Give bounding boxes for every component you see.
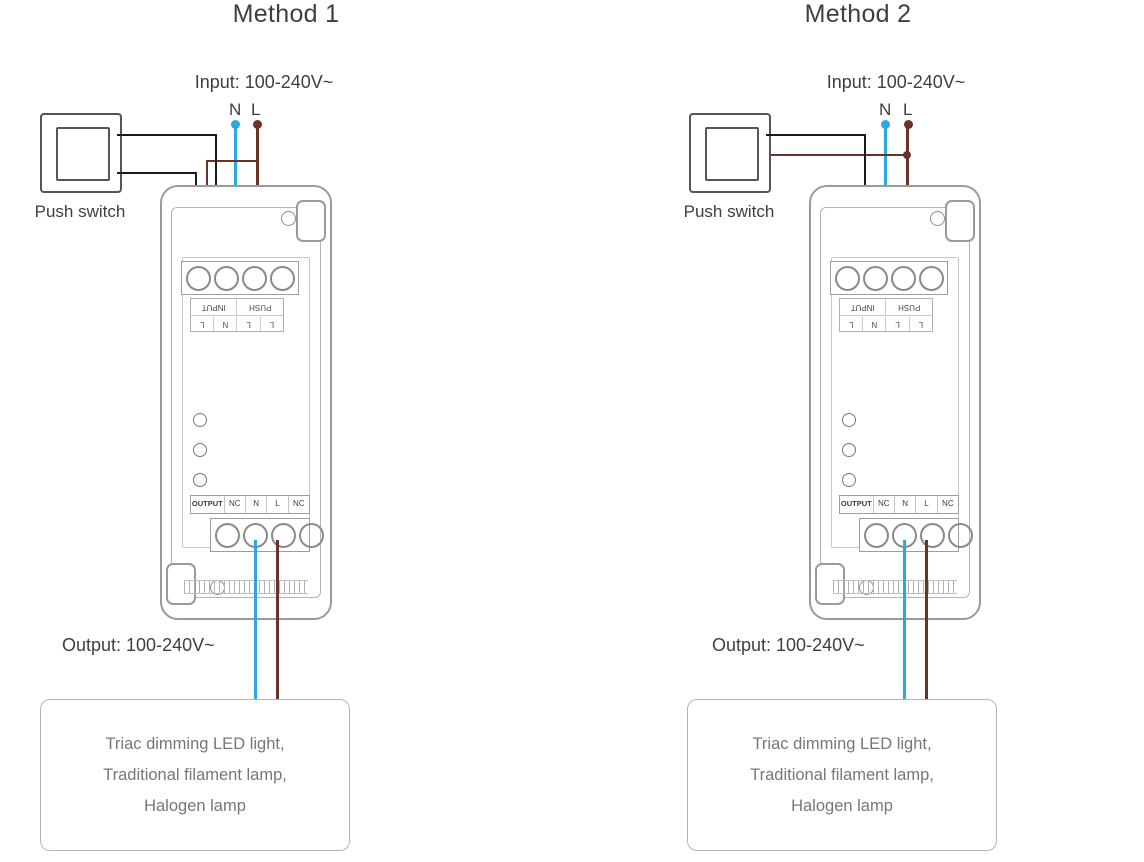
- led-indicator: [193, 473, 207, 487]
- method-2-output-terminal-holes: [864, 523, 973, 548]
- method-2-live-branch-wire: [766, 154, 908, 156]
- method-1-input-terminal-holes: [186, 266, 295, 291]
- method-1-push-switch[interactable]: [40, 113, 122, 193]
- method-1-input-group-labels: [191, 299, 283, 316]
- pin-label-nc: NC: [225, 496, 246, 513]
- method-2-switch-wire-top: [766, 134, 866, 136]
- load-line-3: Halogen lamp: [791, 796, 893, 815]
- method-2-load-box: [687, 699, 997, 851]
- method-2-device-mount-ear-top: [945, 200, 975, 242]
- method-1-output-label-strip: [190, 495, 310, 514]
- method-2-device-bottom-hatch: [833, 580, 957, 594]
- load-line-1: Triac dimming LED light,: [105, 734, 285, 753]
- pin-label-n: N: [246, 496, 267, 513]
- group-label-input: INPUT: [201, 303, 226, 312]
- pin-label: L: [237, 317, 260, 331]
- method-2-neutral-label: N: [879, 100, 892, 119]
- terminal-hole: [920, 523, 945, 548]
- pin-label-nc2: NC: [293, 499, 305, 508]
- method-1-live-branch-wire: [206, 160, 259, 162]
- method-1-output-terminal-block: [210, 518, 310, 552]
- pin-label-l: L: [267, 496, 288, 513]
- method-2-input-pin-labels: [840, 317, 932, 331]
- method-2-device-screw-top: [930, 211, 945, 226]
- method-2-title: Method 2: [804, 0, 912, 28]
- method-1-push-switch-button[interactable]: [56, 127, 110, 181]
- method-2-input-terminal-block: [830, 261, 948, 295]
- method-1-input-terminal-block: [181, 261, 299, 295]
- terminal-hole: [214, 266, 239, 291]
- terminal-hole: [186, 266, 211, 291]
- method-2-input-label-strip: [839, 298, 933, 332]
- terminal-hole: [242, 266, 267, 291]
- method-1-led-indicators: [193, 413, 207, 503]
- terminal-hole: [835, 266, 860, 291]
- terminal-hole: [270, 266, 295, 291]
- pin-label-l: L: [916, 496, 937, 513]
- method-1-device-screw-top: [281, 211, 296, 226]
- load-line-2: Traditional filament lamp,: [103, 765, 287, 784]
- method-2-device: [809, 185, 981, 620]
- method-1-switch-wire-top: [117, 134, 217, 136]
- method-2-push-switch-button[interactable]: [705, 127, 759, 181]
- led-indicator: [842, 473, 856, 487]
- terminal-hole: [863, 266, 888, 291]
- method-1-input-pin-labels: [191, 317, 283, 331]
- method-1-title: Method 1: [232, 0, 340, 28]
- method-2-output-neutral-wire: [903, 540, 906, 700]
- pin-label: L: [909, 317, 932, 331]
- pin-label: N: [213, 317, 236, 331]
- method-1-output-neutral-wire: [254, 540, 257, 700]
- method-2-live-label: L: [903, 100, 913, 119]
- method-2-output-live-wire: [925, 540, 928, 700]
- terminal-hole: [864, 523, 889, 548]
- pin-label: L: [886, 317, 909, 331]
- terminal-hole: [271, 523, 296, 548]
- output-title: OUTPUT: [840, 496, 874, 513]
- terminal-hole: [919, 266, 944, 291]
- method-1-device-mount-ear-top: [296, 200, 326, 242]
- method-2-input-group-labels: [840, 299, 932, 316]
- method-2-push-switch[interactable]: [689, 113, 771, 193]
- method-1-output-live-wire: [276, 540, 279, 700]
- pin-label: N: [862, 317, 885, 331]
- pin-label: L: [199, 320, 205, 329]
- method-2-push-switch-label: Push switch: [683, 202, 775, 221]
- terminal-hole: [948, 523, 973, 548]
- led-indicator: [193, 413, 207, 427]
- load-line-3: Halogen lamp: [144, 796, 246, 815]
- method-2-input-label: Input: 100-240V~: [826, 72, 966, 92]
- group-label-push: PUSH: [237, 299, 284, 315]
- method-2-input-terminal-holes: [835, 266, 944, 291]
- load-line-2: Traditional filament lamp,: [750, 765, 934, 784]
- led-indicator: [842, 413, 856, 427]
- load-line-1: Triac dimming LED light,: [752, 734, 932, 753]
- method-1-switch-wire-bottom: [117, 172, 197, 174]
- pin-label-nc2: NC: [942, 499, 954, 508]
- method-1-live-label: L: [251, 100, 261, 119]
- method-1-input-label: Input: 100-240V~: [194, 72, 334, 92]
- pin-label-nc: NC: [874, 496, 895, 513]
- terminal-hole: [891, 266, 916, 291]
- terminal-hole: [299, 523, 324, 548]
- pin-label-n: N: [895, 496, 916, 513]
- method-2-output-terminal-block: [859, 518, 959, 552]
- method-2-diagram: [572, 0, 1144, 862]
- method-1-device: [160, 185, 332, 620]
- output-title: OUTPUT: [191, 496, 225, 513]
- terminal-hole: [215, 523, 240, 548]
- method-2-led-indicators: [842, 413, 856, 503]
- method-1-neutral-label: N: [229, 100, 242, 119]
- method-1-load-box: [40, 699, 350, 851]
- pin-label: L: [848, 320, 854, 329]
- led-indicator: [193, 443, 207, 457]
- method-2-output-label-strip: [839, 495, 959, 514]
- method-1-output-label: Output: 100-240V~: [62, 635, 215, 655]
- method-2-output-label: Output: 100-240V~: [712, 635, 865, 655]
- method-1-push-switch-label: Push switch: [34, 202, 126, 221]
- led-indicator: [842, 443, 856, 457]
- method-1-output-terminal-holes: [215, 523, 324, 548]
- group-label-push: PUSH: [886, 299, 933, 315]
- pin-label: L: [260, 317, 283, 331]
- group-label-input: INPUT: [850, 303, 875, 312]
- method-1-input-label-strip: [190, 298, 284, 332]
- method-1-device-bottom-hatch: [184, 580, 308, 594]
